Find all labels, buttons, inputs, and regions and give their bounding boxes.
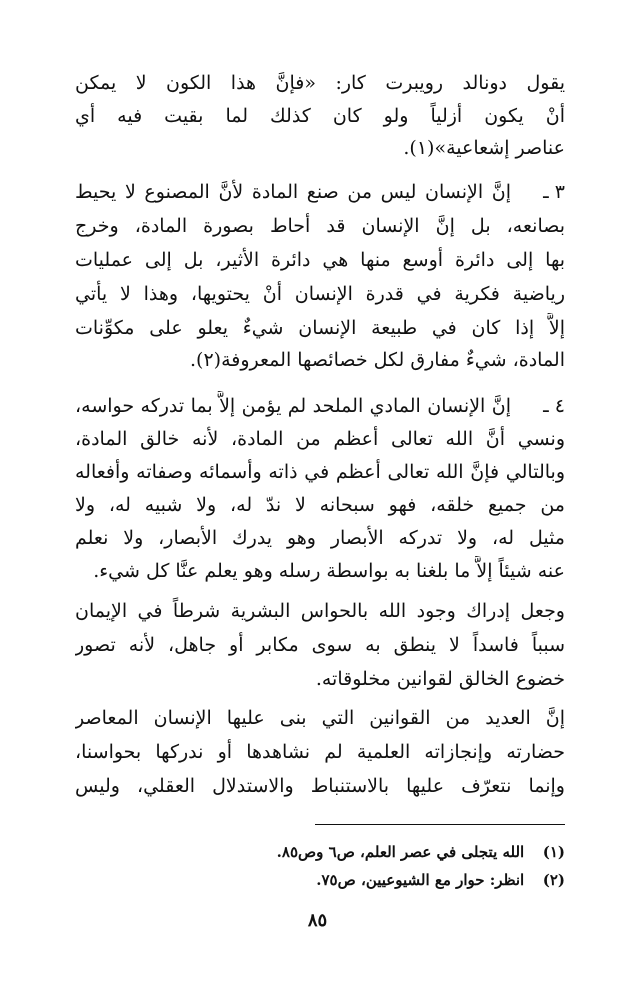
footnote-text: انظر: حوار مع الشيوعيين، ص٧٥. bbox=[316, 871, 525, 889]
text-line: ونسي أنَّ الله تعالى أعظم من المادة، لأنه خالق المادة، bbox=[75, 428, 565, 450]
text-line: وجعل إدراك وجود الله بالحواس البشرية شرطاً في الإيمان bbox=[75, 600, 565, 622]
text-line: خضوع الخالق لقوانين مخلوقاته. bbox=[315, 668, 565, 690]
text-line: يقول دونالد رويبرت كار: «فإنَّ هذا الكون لا يمكن bbox=[75, 72, 565, 94]
item-marker-4: ٤ ـ bbox=[543, 395, 565, 417]
footnote-separator bbox=[315, 824, 565, 825]
text-line: بصانعه، بل إنَّ الإنسان قد أحاط بصورة المادة، وخرج bbox=[75, 215, 565, 237]
text-line: إنَّ الإنسان ليس من صنع المادة لأنَّ المصنوع لا يحيط bbox=[75, 181, 511, 203]
text-line: مثيل له، ولا تدركه الأبصار وهو يدرك الأبصار، ولا نعلم bbox=[75, 527, 565, 549]
text-line: عناصر إشعاعية»(١). bbox=[403, 137, 565, 159]
footnote-text: الله يتجلى في عصر العلم، ص٦ وص٨٥. bbox=[276, 843, 525, 861]
text-line: وبالتالي فإنَّ الله تعالى أعظم في ذاته وأسمائه وصفاته وأفعاله bbox=[75, 461, 565, 483]
text-line: إنَّ الإنسان المادي الملحد لم يؤمن إلاَّ بما تدركه حواسه، bbox=[75, 395, 511, 417]
text-line: رياضية فكرية في قدرة الإنسان أنْ يحتويها، وهذا لا يأتي bbox=[75, 283, 565, 305]
footnote-2 bbox=[75, 868, 565, 892]
item-marker-3: ٣ ـ bbox=[543, 181, 565, 203]
text-line: حضارته وإنجازاته العلمية لم نشاهدها أو ندركها بحواسنا، bbox=[75, 741, 565, 763]
text-line: المادة، شيءٌ مفارق لكل خصائصها المعروفة(٢). bbox=[190, 349, 565, 371]
text-line: إلاَّ إذا كان في طبيعة الإنسان شيءٌ يعلو على مكوِّنات bbox=[75, 317, 565, 339]
text-line: بها إلى دائرة أوسع منها هي دائرة الأثير، بل إلى عمليات bbox=[75, 249, 565, 271]
text-line: إنَّ العديد من القوانين التي بنى عليها الإنسان المعاصر bbox=[75, 707, 565, 729]
footnote-1 bbox=[75, 840, 565, 864]
footnote-number: (٢) bbox=[542, 871, 565, 889]
text-line: من جميع خلقه، فهو سبحانه لا ندّ له، ولا شبيه له، ولا bbox=[75, 494, 565, 516]
text-line: أنْ يكون أزلياً ولو كان كذلك لما بقيت فيه أي bbox=[75, 105, 565, 127]
text-line: سبباً فاسداً لا ينطق به سوى مكابر أو جاهل، لأنه تصور bbox=[75, 634, 565, 656]
text-line: وإنما نتعرّف عليها بالاستنباط والاستدلال العقلي، وليس bbox=[75, 775, 565, 797]
page-number: ٨٥ bbox=[307, 910, 328, 931]
footnote-number: (١) bbox=[542, 843, 565, 861]
text-line: عنه شيئاً إلاَّ ما بلغنا به بواسطة رسله وهو يعلم عنَّا كل شيء. bbox=[93, 560, 565, 582]
